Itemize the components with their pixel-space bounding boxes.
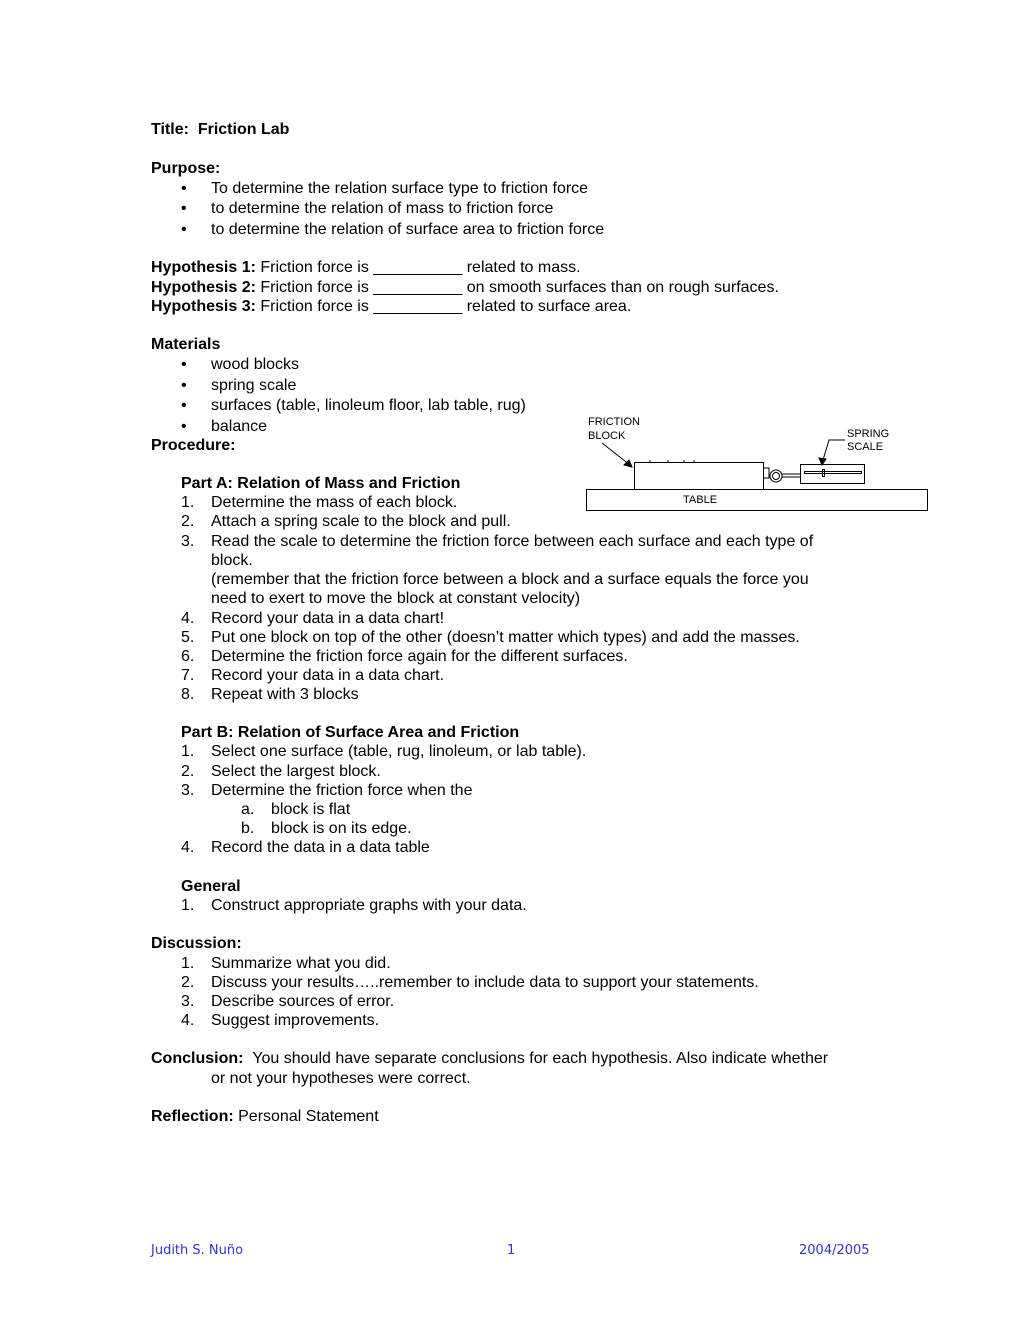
discussion-heading [151,935,242,953]
text: block is flat [271,801,351,818]
hypothesis [151,279,779,297]
text: 8. [181,686,195,703]
text: Determine the friction force when the [211,782,473,799]
step-text [211,648,628,666]
material-item [211,418,267,436]
step-number [181,955,194,973]
step-text [211,494,457,512]
text: Describe sources of error. [211,993,395,1010]
step-text [211,839,430,857]
svg-text:FRICTION: FRICTION [588,416,640,428]
text: Materials [151,336,221,353]
step-number [181,1012,194,1030]
text: 1. [181,955,195,972]
text: Determine the friction force again for the different surfaces. [211,648,628,665]
text: balance [211,418,268,435]
step-number [241,801,254,819]
material-item [211,356,299,374]
text: a. [241,801,255,818]
text: Read the scale to determine the friction force between each surface and each type of [211,533,814,550]
svg-text:SPRING: SPRING [847,428,890,440]
reflection [151,1108,379,1126]
step-text [211,552,253,570]
step-text [211,667,444,685]
text: Summarize what you did. [211,955,391,972]
bullet: • [181,418,187,435]
text: Construct appropriate graphs with your data. [211,897,527,914]
step-text [211,782,472,800]
text: Discuss your results…..remember to include data to support your statements. [211,974,759,991]
step-text [211,533,813,551]
footer-year: 2004/2005 [799,1243,870,1258]
step-number [181,494,194,512]
table-shape [587,490,928,511]
text: Repeat with 3 blocks [211,686,359,703]
text: Personal Statement [238,1108,379,1125]
purpose-item [211,200,553,218]
friction-diagram [580,410,940,520]
step-number [181,513,194,531]
bullet: • [181,180,187,197]
text: 2. [181,974,195,991]
step-text [211,571,809,589]
step-number [181,743,194,761]
text: Hypothesis 2: [151,279,256,296]
friction-block-shape [635,463,764,490]
material-item [211,377,296,395]
step-number [181,686,194,704]
text: Friction force is __________ related to surface area. [260,298,632,315]
hypothesis [151,259,581,277]
text: block. [211,552,253,569]
text: Record the data in a data table [211,839,430,856]
bullet: • [181,200,187,217]
text: 1. [181,494,195,511]
material-item [211,397,526,415]
text: Purpose: [151,160,221,177]
text: 1. [181,743,195,760]
text: or not your hypotheses were correct. [211,1070,471,1087]
part-a-heading [181,475,460,493]
text: Select one surface (table, rug, linoleum, or lab table). [211,743,587,760]
text: surfaces (table, linoleum floor, lab table, rug) [211,397,526,414]
step-number [181,610,194,628]
table-label: TABLE [683,494,718,506]
step-text [211,610,444,628]
text: 3. [181,993,195,1010]
text: (remember that the friction force between a block and a surface equals the force you [211,571,809,588]
text: General [181,878,241,895]
step-text [211,974,759,992]
page-title [151,121,289,139]
text: Determine the mass of each block. [211,494,458,511]
bullet: • [181,377,187,394]
materials-heading [151,336,220,354]
text: spring scale [211,377,297,394]
text: Select the largest block. [211,763,381,780]
hypothesis [151,298,631,316]
svg-text:BLOCK: BLOCK [588,430,626,442]
footer-author: Judith S. Nuño [151,1243,244,1258]
step-text [211,686,359,704]
text: to determine the relation of surface area to friction force [211,221,605,238]
text: Record your data in a data chart! [211,610,445,627]
text: Friction force is __________ related to mass. [260,259,581,276]
text: 4. [181,610,195,627]
procedure-heading [151,437,235,455]
text: Hypothesis 1: [151,259,256,276]
step-text [211,513,511,531]
text: Friction force is __________ on smooth surfaces than on rough surfaces. [260,279,779,296]
ring-icon [770,470,782,482]
step-number [181,763,194,781]
step-text [211,993,394,1011]
text: You should have separate conclusions for each hypothesis. Also indicate whether [252,1050,829,1067]
step-text [211,763,381,781]
step-number [181,667,194,685]
bullet: • [181,356,187,373]
text: Discussion: [151,935,242,952]
step-text [211,590,580,608]
text: To determine the relation surface type to friction force [211,180,589,197]
text: to determine the relation of mass to friction force [211,200,554,217]
text: 3. [181,533,195,550]
step-text [211,897,527,915]
step-number [181,782,194,800]
text: Title: [151,121,189,138]
text: Reflection: [151,1108,234,1125]
text: Part A: Relation of Mass and Friction [181,475,461,492]
text: 1. [181,897,195,914]
text: Record your data in a data chart. [211,667,445,684]
step-text [211,955,391,973]
step-number [181,839,194,857]
text: 5. [181,629,195,646]
step-number [181,648,194,666]
svg-text:SCALE: SCALE [847,441,884,453]
conclusion-cont [211,1070,471,1088]
step-number [241,820,254,838]
text: Friction Lab [197,121,290,138]
text: Attach a spring scale to the block and pull. [211,513,511,530]
text: 2. [181,513,195,530]
step-text [271,801,350,819]
text: 4. [181,1012,195,1029]
purpose-heading [151,160,220,178]
text: Suggest improvements. [211,1012,380,1029]
step-number [181,629,194,647]
step-text [271,820,412,838]
text: 6. [181,648,195,665]
text: Hypothesis 3: [151,298,256,315]
bullet: • [181,221,187,238]
purpose-item [211,180,588,198]
text: b. [241,820,255,837]
step-number [181,974,194,992]
step-text [211,743,586,761]
text: Put one block on top of the other (doesn’t matter which types) and add the masses. [211,629,800,646]
step-number [181,533,194,551]
text: Procedure: [151,437,236,454]
text: 4. [181,839,195,856]
step-text [211,1012,379,1030]
text: Conclusion: [151,1050,244,1067]
step-text [211,629,800,647]
bullet: • [181,397,187,414]
footer-page-number: 1 [507,1243,516,1258]
step-number [181,993,194,1011]
purpose-item [211,221,604,239]
text: 3. [181,782,195,799]
text: 2. [181,763,195,780]
text: block is on its edge. [271,820,412,837]
text: Part B: Relation of Surface Area and Friction [181,724,520,741]
general-heading [181,878,241,896]
part-b-heading [181,724,519,742]
conclusion [151,1050,828,1068]
text: 7. [181,667,195,684]
text: wood blocks [211,356,300,373]
text: need to exert to move the block at constant velocity) [211,590,581,607]
step-number [181,897,194,915]
